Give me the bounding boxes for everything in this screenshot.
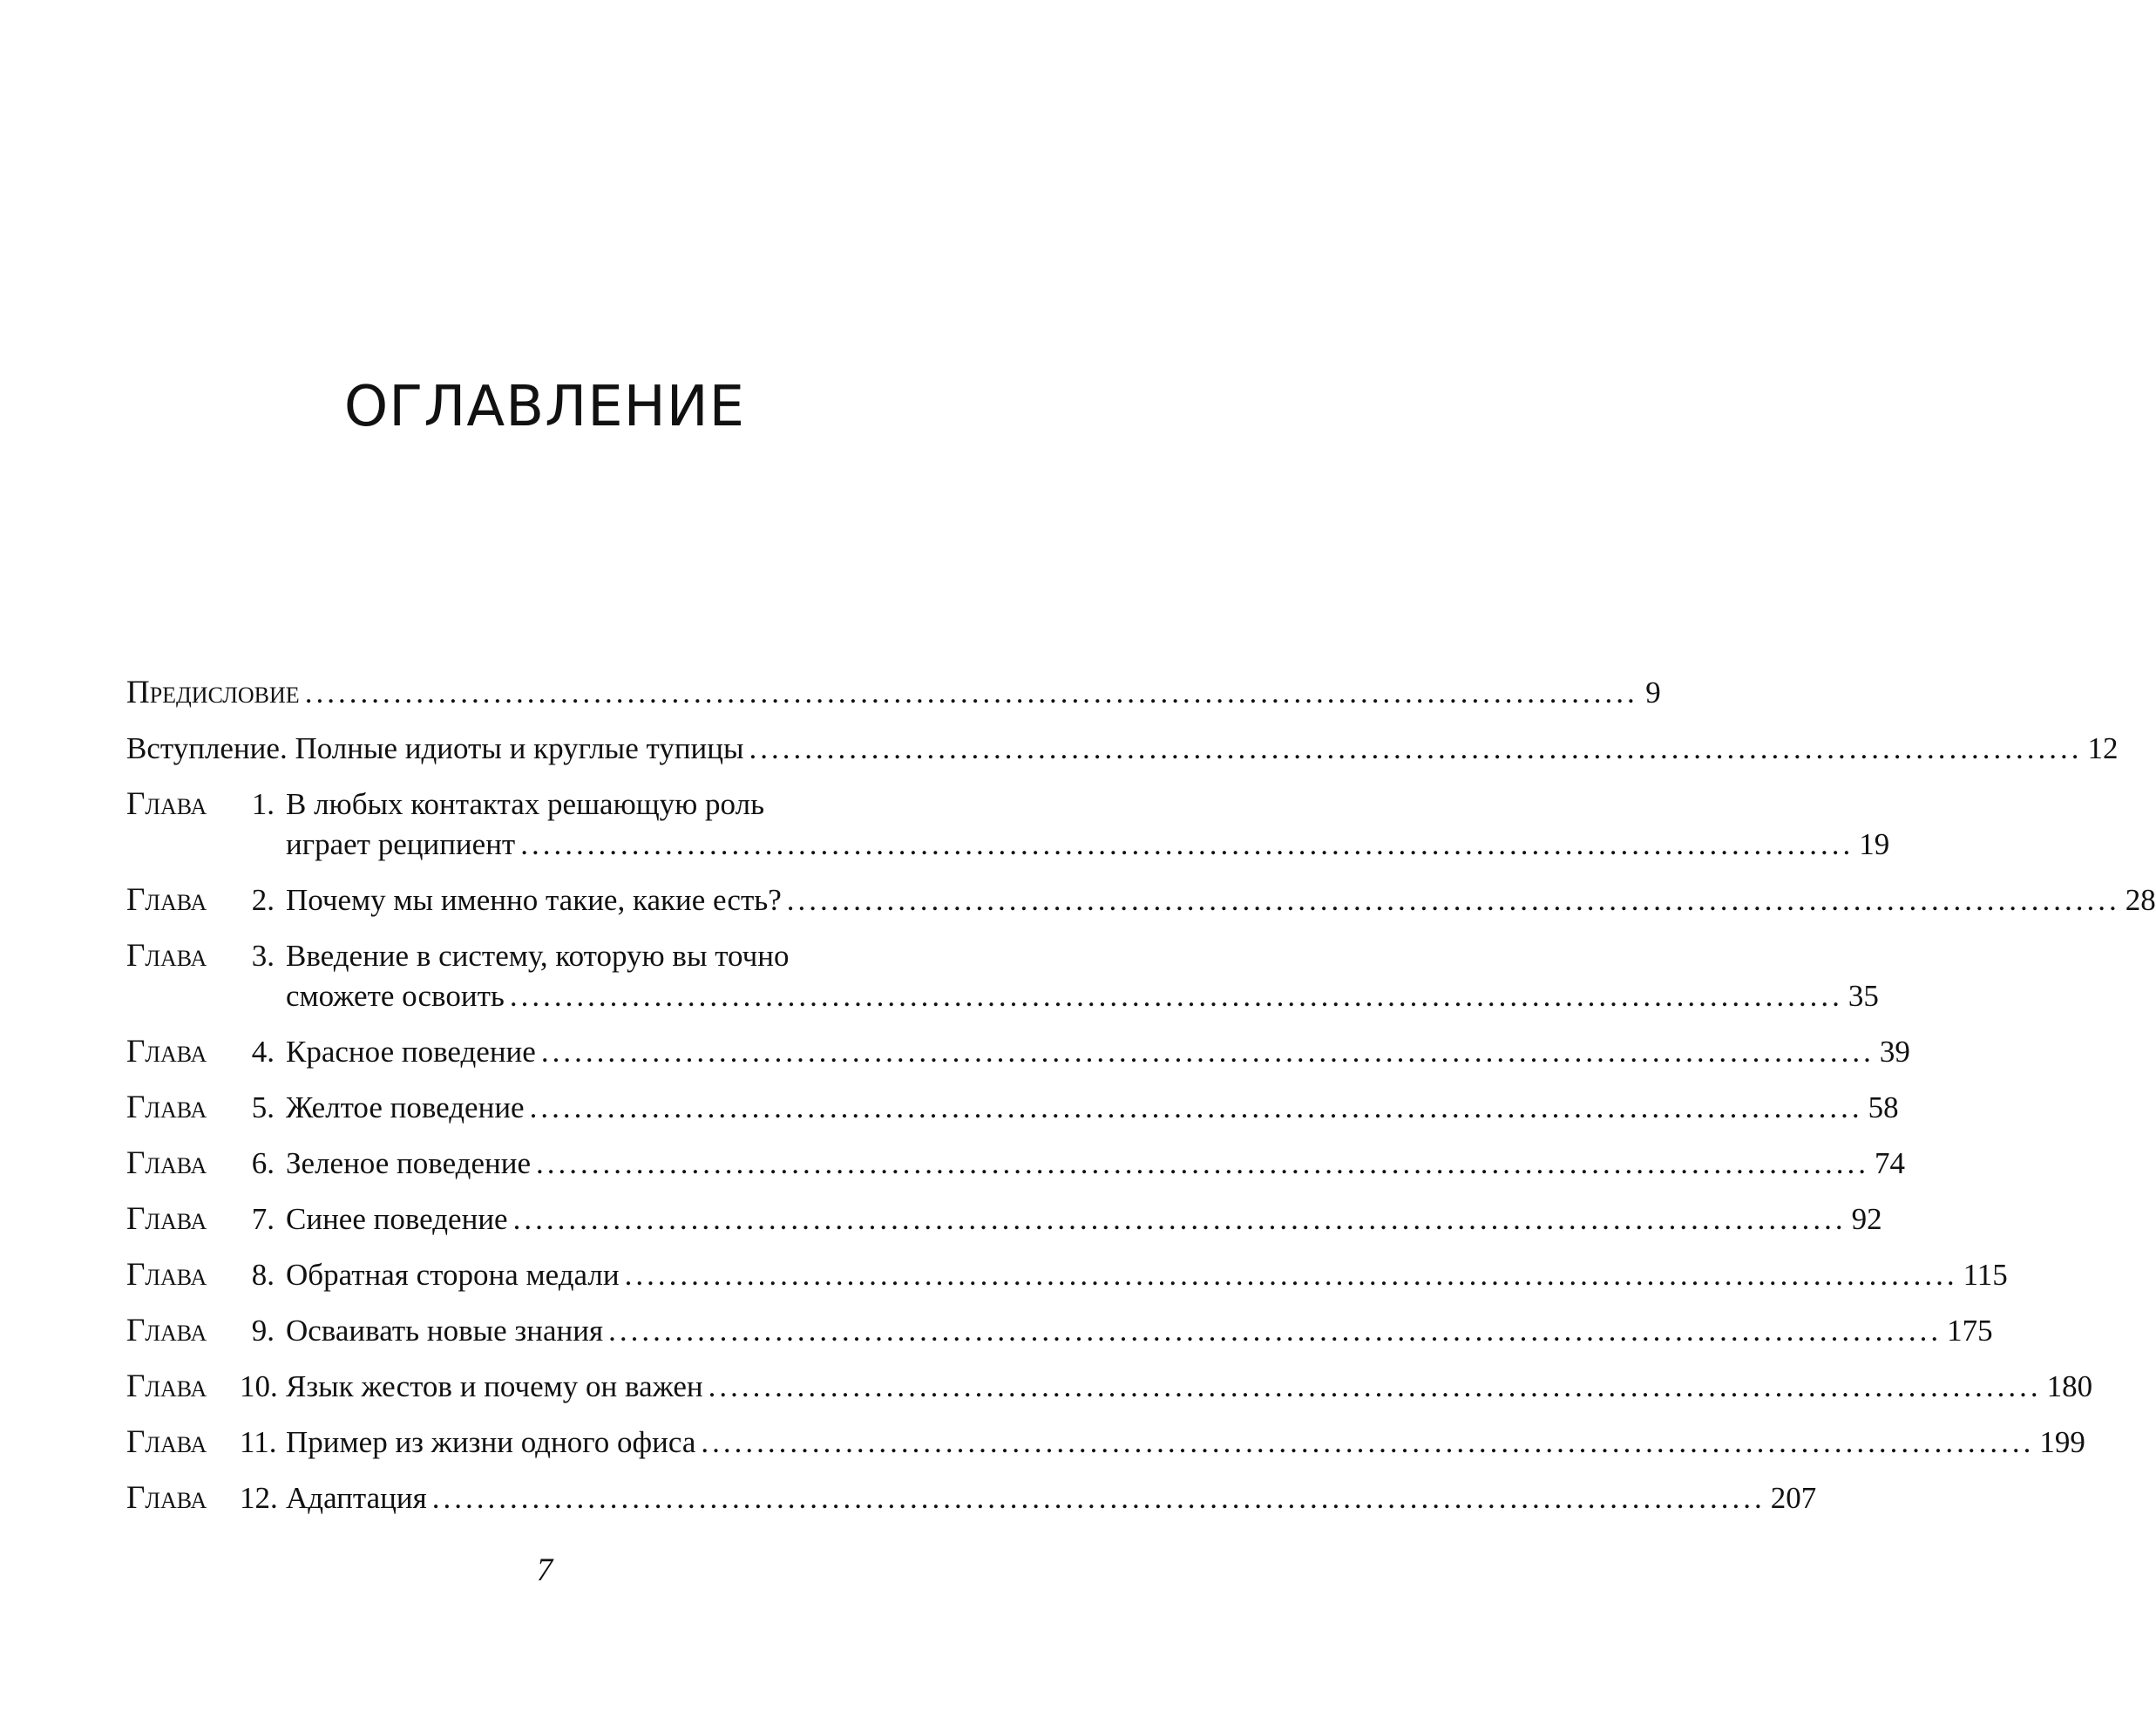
toc-entry-introduction[interactable] [126, 729, 2119, 769]
leader-dots: ........................................................................................................................ [540, 1035, 1875, 1069]
chapter-label: Глава [126, 1034, 207, 1070]
entry-line [286, 936, 900, 976]
entry-page: 115 [1963, 1258, 2008, 1292]
chapter-number: 9. [251, 1314, 275, 1348]
entry-page: 9 [1645, 676, 1661, 710]
toc-entry-chapter[interactable] [126, 1478, 1817, 1518]
chapter-label: Глава [126, 882, 207, 918]
entry-body [286, 1311, 1993, 1351]
page-number: 7 [536, 1552, 553, 1588]
entry-line [126, 673, 1661, 713]
entry-page: 28 [2125, 883, 2156, 917]
entry-body [286, 784, 1890, 865]
entry-page: 12 [2087, 731, 2119, 765]
entry-title: Адаптация [286, 1481, 427, 1515]
toc-entry-chapter[interactable] [126, 784, 1890, 865]
leader-dots: ........................................................................................................................ [520, 827, 1854, 861]
chapter-number: 3. [251, 939, 275, 973]
entry-line [286, 784, 900, 825]
toc-entry-chapter[interactable] [126, 1144, 1905, 1184]
chapter-number: 1. [251, 787, 275, 821]
entry-body [286, 1144, 1905, 1184]
entry-page: 175 [1947, 1314, 1993, 1348]
entry-line [286, 1478, 1817, 1518]
entry-body [286, 1367, 2093, 1407]
entry-title: сможете освоить [286, 979, 505, 1013]
leader-dots: ........................................................................................................................ [529, 1090, 1863, 1124]
entry-line [286, 976, 1879, 1016]
chapter-number: 7. [251, 1202, 275, 1236]
chapter-label: Глава [126, 786, 207, 822]
chapter-label: Глава [126, 1201, 207, 1237]
toc-entry-chapter[interactable] [126, 1199, 1882, 1239]
leader-dots: ........................................................................................................................ [304, 676, 1638, 710]
entry-line [286, 1367, 2093, 1407]
table-of-contents [126, 673, 2156, 1534]
toc-entry-chapter[interactable] [126, 1311, 1993, 1351]
entry-title: Зеленое поведение [286, 1146, 531, 1180]
toc-entry-chapter[interactable] [126, 880, 2156, 920]
toc-entry-chapter[interactable] [126, 1088, 1899, 1128]
page-title: ОГЛАВЛЕНИЕ [343, 375, 746, 439]
chapter-number: 11. [240, 1425, 277, 1459]
entry-line [286, 825, 1890, 865]
chapter-number: 8. [251, 1258, 275, 1292]
entry-line [286, 1144, 1905, 1184]
leader-dots: ........................................................................................................................ [535, 1146, 1869, 1180]
entry-title: Вступление. Полные идиоты и круглые тупицы [126, 731, 744, 765]
chapter-label: Глава [126, 1424, 207, 1460]
leader-dots: ........................................................................................................................ [509, 979, 1843, 1013]
entry-line [286, 880, 2156, 920]
chapter-label: Глава [126, 1145, 207, 1181]
entry-page: 207 [1770, 1481, 1817, 1515]
chapter-number: 5. [251, 1090, 275, 1124]
entry-page: 92 [1851, 1202, 1882, 1236]
entry-body [286, 936, 1879, 1016]
entry-page: 39 [1879, 1035, 1910, 1069]
entry-title: Обратная сторона медали [286, 1258, 620, 1292]
chapter-label: Глава [126, 1313, 207, 1348]
chapter-number: 2. [251, 883, 275, 917]
toc-entry-chapter[interactable] [126, 936, 1879, 1016]
chapter-label: Глава [126, 1480, 207, 1516]
leader-dots: ........................................................................................................................ [786, 883, 2120, 917]
toc-entry-chapter[interactable] [126, 1032, 1910, 1072]
entry-title: Синее поведение [286, 1202, 508, 1236]
entry-title: Введение в систему, которую вы точно [286, 939, 790, 973]
leader-dots: ........................................................................................................................ [624, 1258, 1958, 1292]
entry-body [286, 880, 2156, 920]
chapter-label: Глава [126, 938, 207, 974]
leader-dots: ........................................................................................................................ [749, 731, 2083, 765]
entry-line [286, 1032, 1910, 1072]
chapter-number: 10. [240, 1369, 278, 1403]
chapter-number: 4. [251, 1035, 275, 1069]
chapter-label: Глава [126, 1368, 207, 1404]
chapter-label: Глава [126, 1257, 207, 1293]
entry-line [126, 729, 2119, 769]
entry-line [286, 1423, 2085, 1463]
entry-body [286, 1032, 1910, 1072]
leader-dots: ........................................................................................................................ [708, 1369, 2042, 1403]
leader-dots: ........................................................................................................................ [512, 1202, 1847, 1236]
entry-line [286, 1088, 1899, 1128]
toc-entry-preface[interactable] [126, 673, 1661, 713]
entry-body [286, 1199, 1882, 1239]
chapter-list [126, 784, 2156, 1518]
entry-body [286, 1423, 2085, 1463]
entry-title: играет реципиент [286, 827, 516, 861]
toc-entry-chapter[interactable] [126, 1367, 2093, 1407]
chapter-number: 6. [251, 1146, 275, 1180]
entry-body [286, 1088, 1899, 1128]
entry-line [286, 1255, 2008, 1295]
entry-page: 180 [2046, 1369, 2093, 1403]
chapter-label: Глава [126, 1090, 207, 1125]
leader-dots: ........................................................................................................................ [608, 1314, 1942, 1348]
entry-line [286, 1199, 1882, 1239]
entry-body [126, 729, 2119, 769]
entry-title: Язык жестов и почему он важен [286, 1369, 703, 1403]
entry-page: 35 [1848, 979, 1879, 1013]
entry-title: Красное поведение [286, 1035, 536, 1069]
leader-dots: ........................................................................................................................ [431, 1481, 1766, 1515]
entry-title: Желтое поведение [286, 1090, 525, 1124]
entry-title: Пример из жизни одного офиса [286, 1425, 696, 1459]
entry-body [126, 673, 1661, 713]
entry-title: В любых контактах решающую роль [286, 787, 765, 821]
entry-page: 58 [1868, 1090, 1899, 1124]
entry-body [286, 1255, 2008, 1295]
entry-title: Осваивать новые знания [286, 1314, 604, 1348]
entry-body [286, 1478, 1817, 1518]
entry-page: 199 [2039, 1425, 2085, 1459]
toc-entry-chapter[interactable] [126, 1423, 2085, 1463]
entry-page: 19 [1859, 827, 1890, 861]
entry-title: Предисловие [126, 675, 300, 710]
toc-entry-chapter[interactable] [126, 1255, 2008, 1295]
entry-page: 74 [1874, 1146, 1905, 1180]
entry-title: Почему мы именно такие, какие есть? [286, 883, 782, 917]
leader-dots: ........................................................................................................................ [701, 1425, 2035, 1459]
entry-line [286, 1311, 1993, 1351]
chapter-number: 12. [240, 1481, 278, 1515]
